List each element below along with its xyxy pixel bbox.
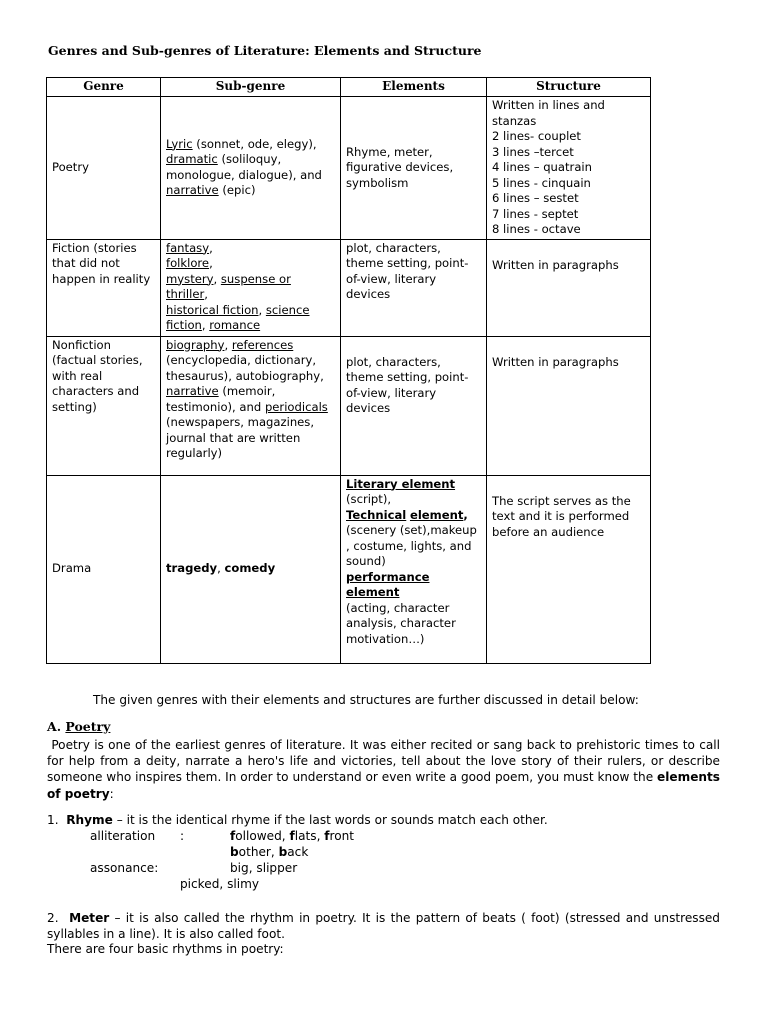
item-number: 2. — [47, 911, 59, 925]
alliteration-label: alliteration — [90, 829, 156, 843]
structure-line: 4 lines – quatrain — [492, 160, 592, 174]
romance-term: romance — [209, 318, 261, 332]
tragedy-term: tragedy — [166, 561, 218, 576]
structure-line: 2 lines- couplet — [492, 129, 581, 143]
poetry-structure — [487, 97, 651, 240]
suspense-term: suspense or thriller — [166, 271, 291, 301]
fantasy-term: fantasy — [166, 240, 210, 255]
nonfiction-structure: Written in paragraphs — [487, 336, 651, 475]
narrative-desc: (epic) — [218, 183, 256, 198]
drama-structure: The script serves as the text and it is performed before an audience — [487, 475, 651, 663]
poetry-paragraph — [47, 737, 720, 802]
assonance-label: assonance: — [90, 861, 159, 875]
lyric-term: Lyric — [166, 136, 193, 151]
literary-element-term: Literary element — [346, 476, 456, 491]
poetry-elements: Rhyme, meter, figurative devices, symbolism — [341, 97, 487, 240]
periodicals-term: periodicals — [264, 399, 328, 414]
performance-element-term: performance element — [346, 569, 430, 599]
assonance-example-1: big, slipper — [230, 861, 298, 875]
alliteration-colon: : — [180, 829, 185, 843]
structure-line: 3 lines –tercet — [492, 144, 574, 159]
science-fiction-term: science fiction — [166, 302, 310, 332]
elements-of-poetry-term: elements of poetry — [47, 770, 720, 801]
fiction-sub-genre: fantasy, folklore, mystery, suspense or thriller, historical fiction, science fiction, romance — [161, 239, 341, 336]
structure-line: Written in lines and stanzas — [492, 98, 605, 128]
references-desc: (encyclopedia, dictionary, thesaurus), autobiography, — [166, 353, 324, 383]
historical-fiction-term: historical fiction — [166, 302, 259, 317]
item-number: 1. — [47, 813, 59, 827]
rhyme-definition: – it is the identical rhyme if the last words or sounds match each other. — [112, 813, 548, 827]
technical-term: Technical — [346, 507, 407, 522]
dramatic-desc: (soliloquy, monologue, dialogue), and — [166, 152, 322, 182]
section-title: Poetry — [65, 719, 111, 734]
table-header-row — [47, 78, 651, 97]
nonfiction-sub-genre: biography, references (encyclopedia, dictionary, thesaurus), autobiography, narrative (memoir, testimonio), and periodicals (newspapers, magazines, journal that are written regularly) — [161, 336, 341, 475]
structure-line: 8 lines - octave — [492, 222, 581, 236]
periodicals-desc: (newspapers, magazines, journal that are written regularly) — [166, 415, 315, 460]
performance-element-desc: (acting, character analysis, character motivation…) — [346, 600, 456, 646]
alliteration-example-2: bother, back — [230, 845, 309, 859]
meter-item — [47, 910, 720, 942]
narrative-nf-desc: (memoir, testimonio), and — [166, 384, 276, 414]
narrative-term: narrative — [166, 183, 219, 198]
header-genre: Genre — [47, 78, 161, 97]
poetry-para-end: : — [109, 786, 114, 801]
table-row-nonfiction — [47, 336, 651, 475]
alliteration-example-1: followed, flats, front — [230, 829, 355, 843]
structure-line: 5 lines - cinquain — [492, 175, 591, 190]
poetry-para-text: Poetry is one of the earliest genres of literature. It was either recited or sang back to prehistoric times to call for help from a deity, narrate a hero's life and victories, tell about the love story of their rulers, or describe someone who inspires them. In order to understand or even write a good poem, you must know the — [47, 738, 720, 785]
table-row-fiction — [47, 239, 651, 336]
rhyme-term: Rhyme — [66, 813, 113, 827]
fiction-structure: Written in paragraphs — [487, 239, 651, 336]
fiction-genre: Fiction (stories that did not happen in reality — [47, 239, 161, 336]
nonfiction-elements: plot, characters, theme setting, point-of-view, literary devices — [341, 336, 487, 475]
technical-element-desc: (scenery (set),makeup , costume, lights, and sound) — [346, 523, 477, 568]
drama-genre: Drama — [47, 475, 161, 663]
basic-rhythms-text: There are four basic rhythms in poetry: — [47, 942, 284, 956]
poetry-genre: Poetry — [47, 97, 161, 240]
references-term: references — [231, 337, 294, 352]
element-term: element — [409, 507, 464, 522]
nonfiction-genre: Nonfiction (factual stories, with real characters and setting) — [47, 336, 161, 475]
header-elements: Elements — [341, 78, 487, 97]
header-structure: Structure — [487, 78, 651, 97]
page-title: Genres and Sub-genres of Literature: Elements and Structure — [48, 43, 482, 58]
structure-line: 6 lines – sestet — [492, 191, 579, 205]
section-a-heading — [47, 719, 110, 734]
comedy-term: comedy — [224, 561, 276, 576]
mystery-term: mystery — [166, 271, 214, 286]
assonance-example-2: picked, slimy — [180, 877, 260, 891]
header-sub-genre: Sub-genre — [161, 78, 341, 97]
drama-sub-genre: tragedy, comedy — [161, 475, 341, 663]
rhyme-item — [47, 813, 548, 827]
table-row-drama — [47, 475, 651, 663]
meter-definition: – it is also called the rhythm in poetry. It is the pattern of beats ( foot) (stressed and unstressed syllables in a line). It is also called foot. — [47, 911, 720, 942]
narrative-nf-term: narrative — [166, 384, 219, 398]
section-label: A. — [47, 719, 66, 734]
biography-term: biography — [166, 337, 225, 352]
intro-text: The given genres with their elements and structures are further discussed in detail below: — [93, 693, 639, 707]
fiction-elements: plot, characters, theme setting, point-of-view, literary devices — [341, 239, 487, 336]
folklore-term: folklore — [166, 256, 210, 270]
meter-term: Meter — [69, 911, 110, 925]
drama-elements: Literary element (script), Technical element, (scenery (set),makeup , costume, lights, and sound) performance element (acting, character analysis, character motivation…) — [341, 475, 487, 663]
poetry-sub-genre — [161, 97, 341, 240]
structure-line: 7 lines - septet — [492, 206, 579, 221]
dramatic-term: dramatic — [166, 152, 218, 167]
genre-table — [46, 77, 651, 664]
literary-element-desc: (script), — [346, 492, 392, 506]
table-row-poetry — [47, 97, 651, 240]
lyric-desc: (sonnet, ode, elegy), — [192, 136, 317, 151]
